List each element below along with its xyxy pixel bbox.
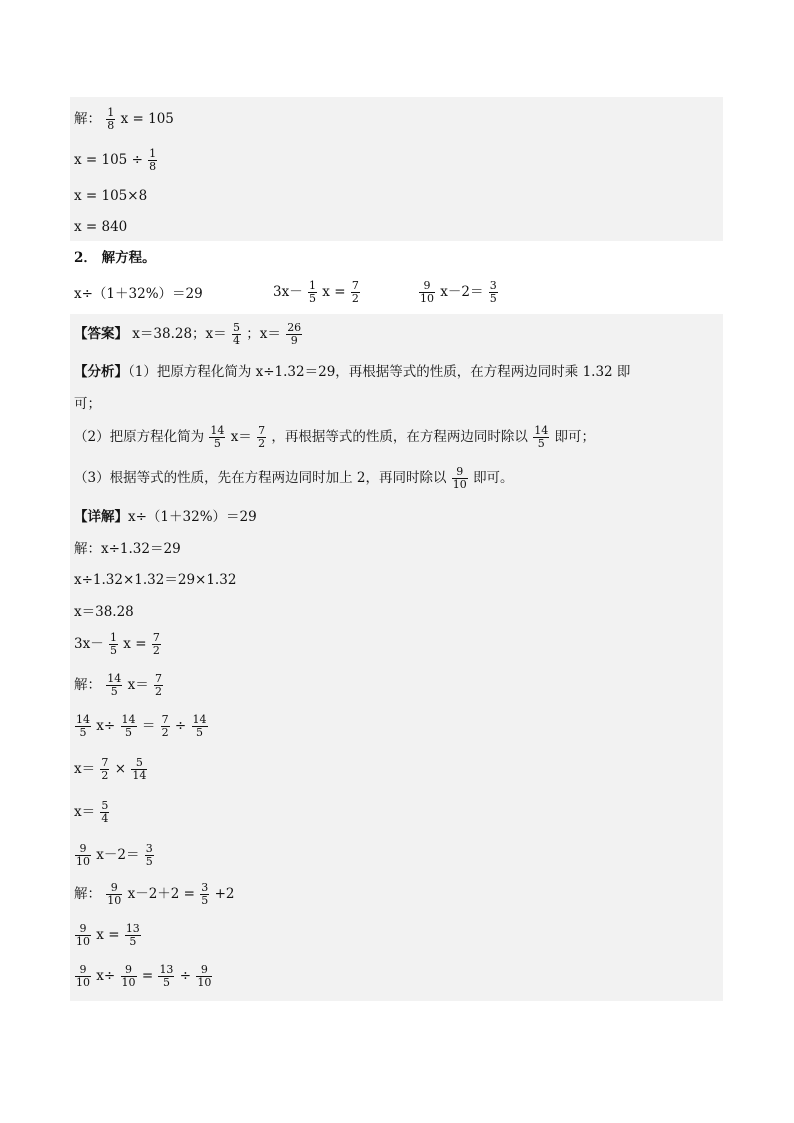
- fraction: $\frac{9}{10}$: [76, 963, 90, 989]
- detail-eq2-line-4: x＝ $\frac{7}{2}$ × $\frac{5}{14}$: [74, 756, 147, 782]
- fraction: $\frac{14}{5}$: [76, 713, 90, 739]
- detail-line-3: x＝38.28: [74, 604, 134, 620]
- fraction: $\frac{9}{10}$: [197, 963, 212, 989]
- prev-solution-line-2: [74, 148, 158, 173]
- fraction: $\frac{5}{4}$: [232, 321, 240, 347]
- detail-eq2-line-1: 3x－ $\frac{1}{5}$ x = $\frac{7}{2}$: [74, 631, 160, 657]
- fraction: $\frac{9}{10}$: [76, 922, 90, 948]
- question-title: 解方程。: [101, 250, 156, 266]
- fraction: $\frac{1}{5}$: [309, 279, 316, 305]
- fraction: $\frac{5}{14}$: [132, 756, 147, 782]
- fraction: $\frac{9}{10}$: [121, 963, 136, 989]
- fraction: $\frac{7}{2}$: [351, 279, 359, 305]
- analysis-line-2: 可；: [74, 396, 101, 412]
- fraction: $\frac{14}{5}$: [534, 424, 549, 450]
- fraction: $\frac{14}{5}$: [107, 672, 122, 698]
- fraction: $\frac{7}{2}$: [161, 713, 169, 739]
- analysis-line-4: （3）根据等式的性质，先在方程两边同时加上 2，再同时除以 $\frac{9}{10}$ 即可。: [74, 465, 514, 491]
- detail-eq2-line-3: $\frac{14}{5}$ x÷ $\frac{14}{5}$ ＝ $\frac{7}{2}$ ÷ $\frac{14}{5}$: [76, 713, 207, 739]
- prev-solution-line-3: x = 105×8: [74, 188, 148, 204]
- detail-eq2-line-5: x＝ $\frac{5}{4}$: [74, 799, 109, 825]
- detail-label: 【详解】: [74, 509, 128, 525]
- detail-line-1: 解：x÷1.32＝29: [74, 541, 181, 557]
- fraction: $\frac{13}{5}$: [125, 922, 140, 948]
- answer-line: 【答案】 x＝38.28；x＝ $\frac{5}{4}$ ；x＝ $\frac{26}{9}$: [74, 321, 302, 347]
- fraction: $\frac{1}{5}$: [110, 631, 117, 657]
- question-equation-2: 3x－ $\frac{1}{5}$ x = $\frac{7}{2}$: [273, 279, 359, 305]
- fraction: $\frac{26}{9}$: [287, 321, 302, 347]
- fraction: $\frac{14}{5}$: [121, 713, 136, 739]
- fraction: $\frac{5}{4}$: [101, 799, 109, 825]
- prev-solution-line-4: x = 840: [74, 219, 128, 235]
- prev-solution-line-1: [74, 107, 174, 132]
- fraction: $\frac{9}{10}$: [420, 279, 434, 305]
- detail-line-2: x÷1.32×1.32＝29×1.32: [74, 572, 237, 588]
- detail-eq3-line-1: $\frac{9}{10}$ x－2＝ $\frac{3}{5}$: [76, 842, 153, 868]
- detail-eq3-line-4: $\frac{9}{10}$ x÷ $\frac{9}{10}$ = $\frac{13}{5}$ ÷ $\frac{9}{10}$: [76, 963, 212, 989]
- analysis-line-3: （2）把原方程化简为 $\frac{14}{5}$ x＝ $\frac{7}{2}$ ，再根据等式的性质，在方程两边同时除以 $\frac{14}{5}$ 即可；: [74, 424, 595, 450]
- fraction: $\frac{7}{2}$: [258, 424, 266, 450]
- answer-label: 【答案】: [74, 326, 128, 342]
- question-equation-1: x÷（1＋32%）＝29: [74, 286, 203, 302]
- detail-line-0: 【详解】x÷（1＋32%）＝29: [74, 509, 257, 525]
- analysis-line-1: 【分析】（1）把原方程化简为 x÷1.32＝29，再根据等式的性质，在方程两边同时乘 1.32 即: [74, 364, 631, 380]
- analysis-label: 【分析】: [74, 364, 128, 380]
- fraction: $\frac{9}{10}$: [107, 881, 122, 907]
- fraction: $\frac{3}{5}$: [489, 279, 497, 305]
- equation-text: x = 105 ÷: [74, 152, 148, 168]
- fraction: $\frac{1}{8}$: [107, 106, 115, 132]
- detail-eq2-line-2: 解： $\frac{14}{5}$ x＝ $\frac{7}{2}$: [74, 672, 163, 698]
- equation-text: x = 105: [120, 111, 174, 127]
- question-equation-3: $\frac{9}{10}$ x－2＝ $\frac{3}{5}$: [420, 279, 497, 305]
- fraction: $\frac{9}{10}$: [452, 465, 467, 491]
- fraction: $\frac{13}{5}$: [159, 963, 174, 989]
- fraction: $\frac{1}{8}$: [149, 147, 157, 173]
- fraction: $\frac{7}{2}$: [152, 631, 160, 657]
- question-number: 2．: [74, 250, 97, 266]
- fraction: $\frac{7}{2}$: [101, 756, 109, 782]
- fraction: $\frac{3}{5}$: [201, 881, 209, 907]
- question-heading: [74, 250, 156, 266]
- detail-eq3-line-2: 解： $\frac{9}{10}$ x－2＋2 = $\frac{3}{5}$ +2: [74, 881, 235, 907]
- fraction: $\frac{14}{5}$: [210, 424, 225, 450]
- fraction: $\frac{9}{10}$: [76, 842, 90, 868]
- fraction: $\frac{7}{2}$: [155, 672, 163, 698]
- detail-eq3-line-3: $\frac{9}{10}$ x = $\frac{13}{5}$: [76, 922, 140, 948]
- fraction: $\frac{3}{5}$: [145, 842, 153, 868]
- fraction: $\frac{14}{5}$: [192, 713, 207, 739]
- solution-prefix: 解：: [74, 111, 101, 127]
